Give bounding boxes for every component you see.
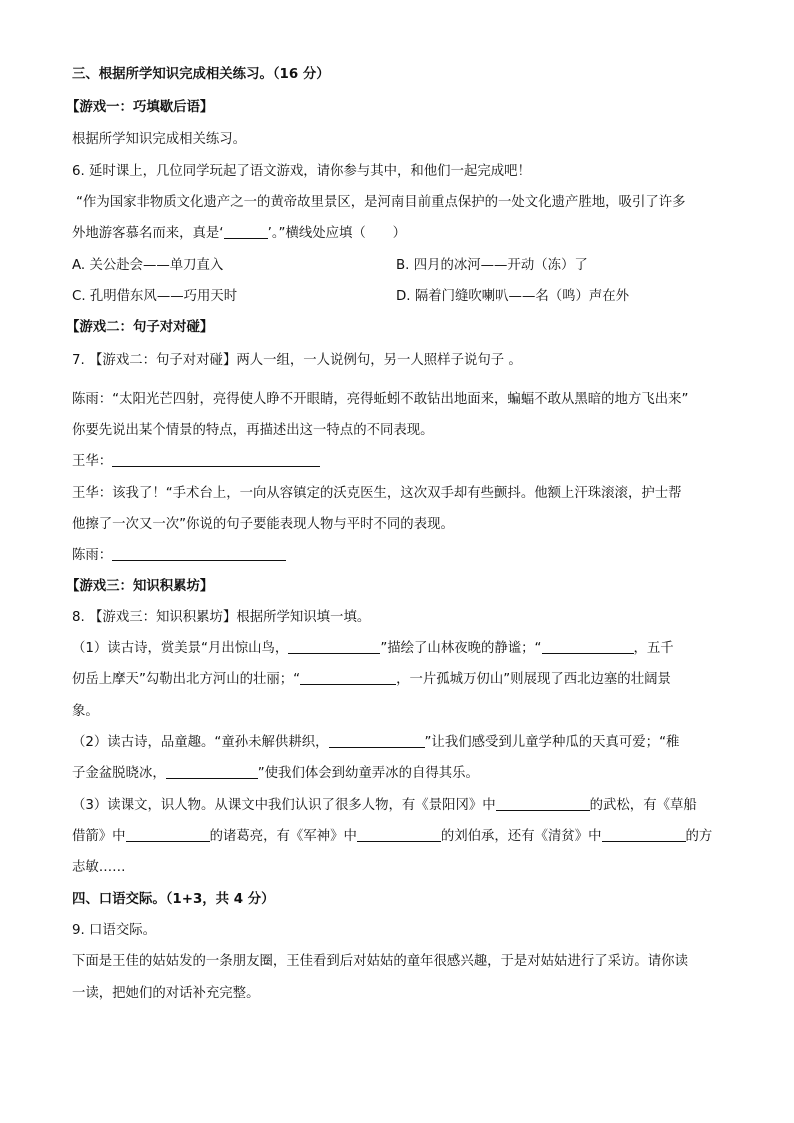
q8-part3-line3: 志敏……: [72, 860, 126, 875]
q8-blank-9: [602, 827, 686, 842]
section4-title: 四、口语交际。（1+3，共 4 分）: [72, 892, 275, 907]
wang-line2: 他擦了一次又一次”你说的句子要能表现人物与平时不同的表现。: [72, 517, 454, 532]
question-9: 9. 口语交际。: [72, 923, 156, 938]
wang-line1: 王华：该我了！“手术台上，一向从容镇定的沃克医生，这次双手却有些颤抖。他额上汗珠滚滚，护士帮: [72, 486, 682, 501]
game3-header: 【游戏三：知识积累坊】: [66, 579, 214, 594]
q8-blank-6: [496, 796, 590, 811]
option-b: B. 四月的冰河——开动（冻）了: [396, 258, 588, 273]
q9-text-line2: 一读，把她们的对话补充完整。: [72, 986, 260, 1001]
q8-blank-8: [357, 827, 441, 842]
q8-blank-5: [166, 764, 258, 779]
chen-answer-2: 陈雨：: [72, 546, 286, 566]
q8-part1-line1: （1）读古诗，赏美景“月出惊山鸟， ”描绘了山林夜晚的静谧；“ ，五千: [72, 641, 674, 656]
q8-part2-line2: 子金盆脱晓冰， ”使我们体会到幼童弄冰的自得其乐。: [72, 766, 479, 781]
question-7: 7. 【游戏二：句子对对碰】两人一组，一人说例句，另一人照样子说句子 。: [72, 353, 522, 368]
q6-blank: [224, 224, 268, 239]
q8-part1-line2: 仞岳上摩天”勾勒出北方河山的壮丽；“ ，一片孤城万仞山”则展现了西北边塞的壮阔景: [72, 672, 671, 687]
chen-line2: 你要先说出某个情景的特点，再描述出这一特点的不同表现。: [72, 423, 434, 438]
option-c: C. 孔明借东风——巧用天时: [72, 289, 238, 304]
q8-part1-line3: 象。: [72, 704, 99, 719]
chen-blank-2: [112, 546, 286, 561]
game1-intro: 根据所学知识完成相关练习。: [72, 132, 247, 147]
question-6: 6. 延时课上，几位同学玩起了语文游戏，请你参与其中，和他们一起完成吧！: [72, 164, 531, 179]
option-a: A. 关公赴会——单刀直入: [72, 258, 224, 273]
q8-blank-1: [288, 639, 380, 654]
q8-blank-7: [126, 827, 210, 842]
q8-blank-2: [542, 639, 634, 654]
q9-text-line1: 下面是王佳的姑姑发的一条朋友圈，王佳看到后对姑姑的童年很感兴趣，于是对姑姑进行了采访。请你读: [72, 954, 688, 969]
q8-part3-line1: （3）读课文，识人物。从课文中我们认识了很多人物，有《景阳冈》中 的武松，有《草船: [72, 798, 697, 813]
wang-blank-1: [112, 452, 320, 467]
option-d: D. 隔着门缝吹喇叭——名（鸣）声在外: [396, 289, 630, 304]
q6-text-line1: “作为国家非物质文化遗产之一的黄帝故里景区，是河南目前重点保护的一处文化遗产胜地，吸引了许多: [76, 195, 686, 210]
question-8: 8. 【游戏三：知识积累坊】根据所学知识填一填。: [72, 610, 371, 625]
q8-part3-line2: 借箭》中 的诸葛亮，有《军神》中 的刘伯承，还有《清贫》中 的方: [72, 829, 713, 844]
q6-text-line2: 外地游客慕名而来，真是‘ ’。”横线处应填（ ）: [72, 226, 406, 241]
game2-header: 【游戏二：句子对对碰】: [66, 320, 214, 335]
q8-blank-4: [329, 733, 425, 748]
chen-line1: 陈雨：“太阳光芒四射，亮得使人睁不开眼睛，亮得蚯蚓不敢钻出地面来，蝙蝠不敢从黑暗的地方飞出来”: [72, 392, 689, 407]
q8-part2-line1: （2）读古诗，品童趣。“童孙未解供耕织， ”让我们感受到儿童学种瓜的天真可爱；“稚: [72, 735, 680, 750]
game1-header: 【游戏一：巧填歇后语】: [66, 100, 214, 115]
q8-blank-3: [300, 670, 396, 685]
section3-title: 三、根据所学知识完成相关练习。（16 分）: [72, 67, 330, 82]
wang-answer-1: 王华：: [72, 452, 320, 472]
